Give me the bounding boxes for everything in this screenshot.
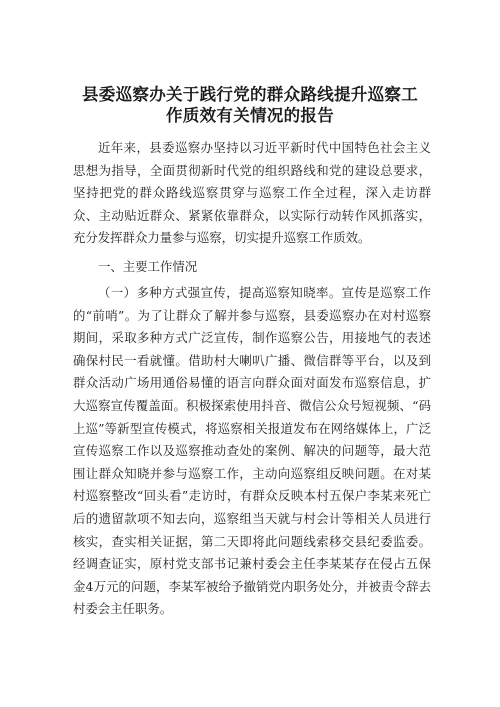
- section-paragraph: （一）多种方式强宣传，提高巡察知晓率。宣传是巡察工作的“前哨”。为了让群众了解并参与巡察，县委巡察办在对村巡察期间，采取多种方式广泛宣传，制作巡察公告，用接地气的表述确保村民一看就懂。借助村大喇叭广播、微信群等平台，以及到群众活动广场用通俗易懂的语言向群众面对面发布巡察信息，扩大巡察宣传覆盖面。积极探索使用抖音、微信公众号短视频、“码上巡”等新型宣传模式，将巡察相关报道发布在网络媒体上，广泛宣传巡察工作以及巡察推动查处的案例、解决的问题等，最大范围让群众知晓并参与巡察工作，主动向巡察组反映问题。在对某村巡察整改“回头看”走访时，有群众反映本村五保户李某来死亡后的遗留款项不知去向，巡察组当天就与村会计等相关人员进行核实，查实相关证据，第二天即将此问题线索移交县纪委监委。经调查证实，原村党支部书记兼村委会主任李某某存在侵占五保金4万元的问题，李某军被给予撤销党内职务处分，并被责令辞去村委会主任职务。: [73, 285, 431, 617]
- document-title: [60, 84, 440, 126]
- title-line-2: 作质效有关情况的报告: [166, 106, 334, 125]
- section-heading: 一、主要工作情况: [98, 259, 198, 274]
- title-line-1: 县委巡察办关于践行党的群众路线提升巡察工: [82, 85, 418, 104]
- intro-paragraph: 近年来，县委巡察办坚持以习近平新时代中国特色社会主义思想为指导，全面贯彻新时代党的组织路线和党的建设总要求，坚持把党的群众路线巡察贯穿与巡察工作全过程，深入走访群众、主动贴近群众、紧紧依靠群众，以实际行动转作风抓落实，充分发挥群众力量参与巡察，切实提升巡察工作质效。: [73, 140, 431, 246]
